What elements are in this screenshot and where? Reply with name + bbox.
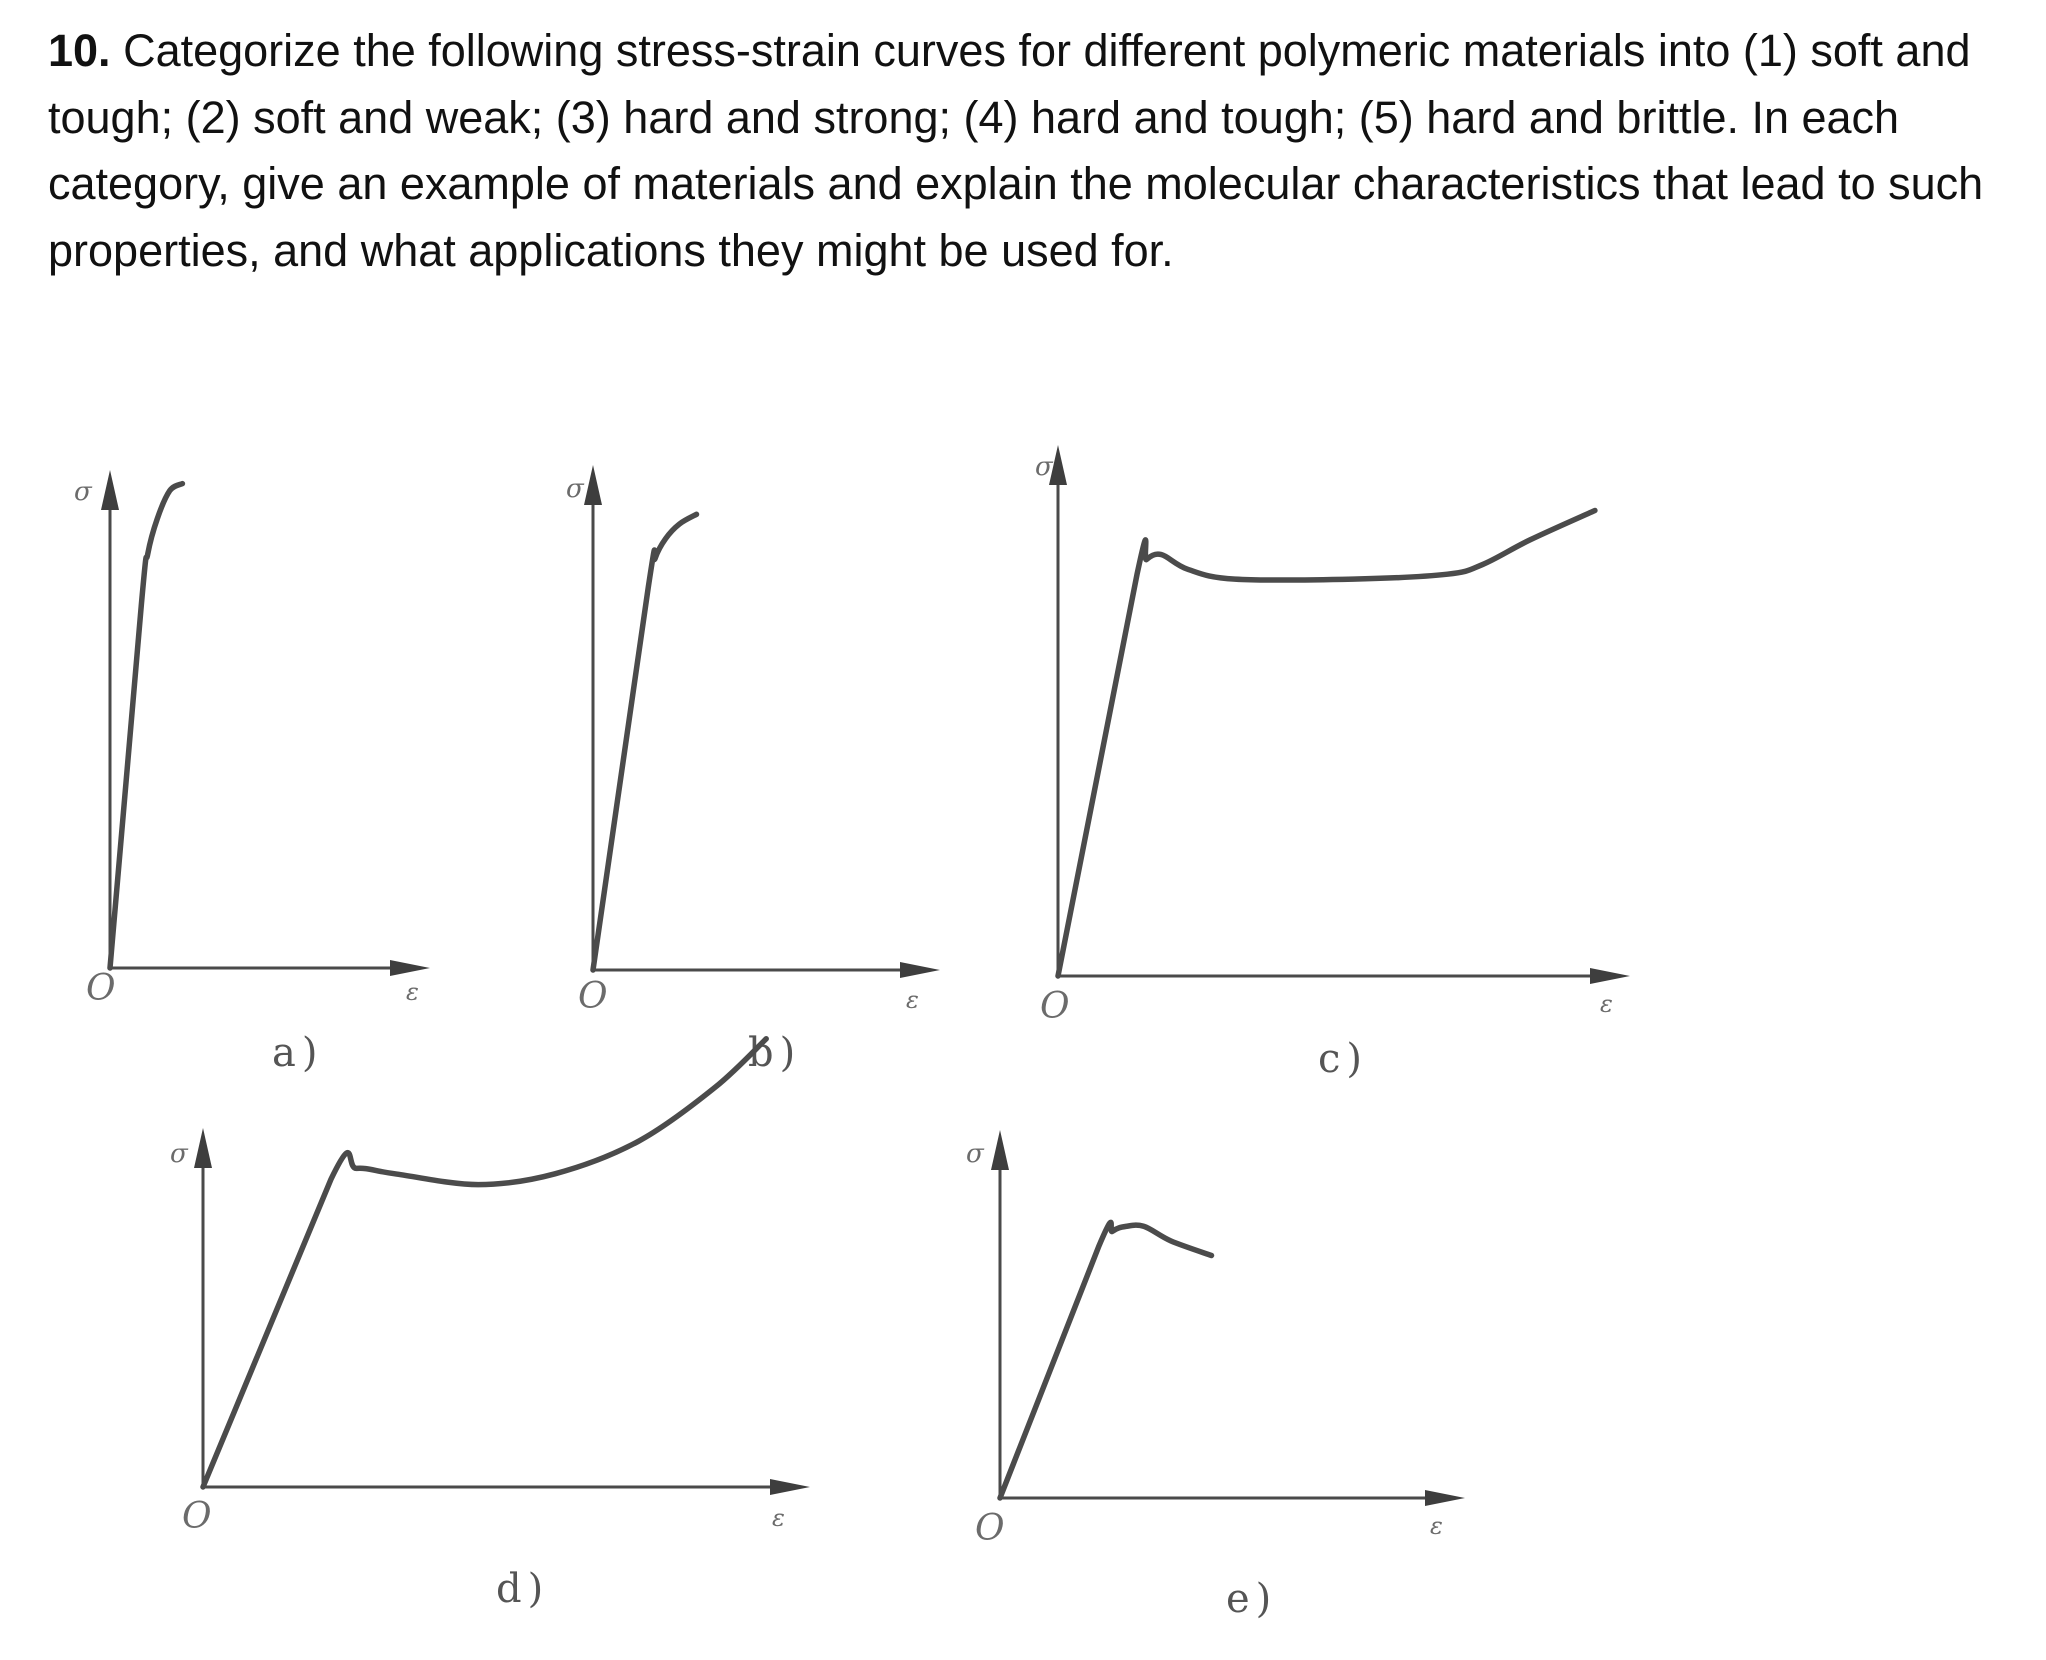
x-axis-label-e: ε bbox=[1430, 1512, 1443, 1540]
chart-panel-e bbox=[966, 1130, 1465, 1622]
y-axis-label-b: σ bbox=[566, 474, 584, 504]
origin-label-a: O bbox=[86, 968, 116, 1009]
y-axis-label-a: σ bbox=[74, 477, 92, 507]
panel-label-d: d) bbox=[496, 1566, 550, 1612]
x-axis-arrow-e bbox=[1425, 1490, 1465, 1506]
question-body: Categorize the following stress-strain curves for different polymeric materials into (1) soft and tough; (2) soft and weak; (3) hard and strong; (4) hard and tough; (5) hard and brittle. In each category, give an example of materials and explain the molecular characteristics that lead to such properties, and what applications they might be used for. bbox=[48, 25, 1984, 276]
x-axis-arrow-b bbox=[900, 962, 940, 978]
y-axis-arrow-a bbox=[101, 470, 119, 510]
y-axis-arrow-b bbox=[584, 465, 602, 505]
chart-panel-a bbox=[74, 470, 430, 1076]
x-axis-arrow-c bbox=[1590, 968, 1630, 984]
y-axis-label-d: σ bbox=[170, 1139, 188, 1169]
panel-label-e: e) bbox=[1226, 1576, 1278, 1622]
x-axis-arrow-d bbox=[770, 1479, 810, 1495]
panel-label-c: c) bbox=[1318, 1036, 1369, 1082]
x-axis-label-b: ε bbox=[906, 986, 919, 1014]
stress-strain-curve-a bbox=[110, 484, 182, 968]
y-axis-arrow-d bbox=[194, 1128, 212, 1168]
chart-panel-c bbox=[1035, 445, 1630, 1082]
chart-panel-d bbox=[170, 1039, 810, 1612]
origin-label-b: O bbox=[578, 976, 608, 1017]
x-axis-arrow-a bbox=[390, 960, 430, 976]
y-axis-label-e: σ bbox=[966, 1139, 984, 1169]
origin-label-c: O bbox=[1040, 986, 1070, 1027]
stress-strain-curve-d bbox=[203, 1039, 766, 1487]
y-axis-arrow-e bbox=[991, 1130, 1009, 1170]
x-axis-label-c: ε bbox=[1600, 990, 1613, 1018]
x-axis-label-a: ε bbox=[406, 978, 419, 1006]
x-axis-label-d: ε bbox=[772, 1504, 785, 1532]
stress-strain-curve-c bbox=[1058, 511, 1595, 977]
origin-label-d: O bbox=[182, 1496, 212, 1537]
question-number: 10. bbox=[48, 25, 111, 76]
panel-label-b: b) bbox=[748, 1030, 802, 1076]
panel-label-a: a) bbox=[272, 1030, 324, 1076]
chart-panel-b bbox=[566, 465, 940, 1076]
stress-strain-curve-b bbox=[593, 514, 697, 970]
origin-label-e: O bbox=[975, 1508, 1005, 1549]
stress-strain-curve-e bbox=[1000, 1222, 1212, 1498]
y-axis-label-c: σ bbox=[1035, 452, 1053, 482]
